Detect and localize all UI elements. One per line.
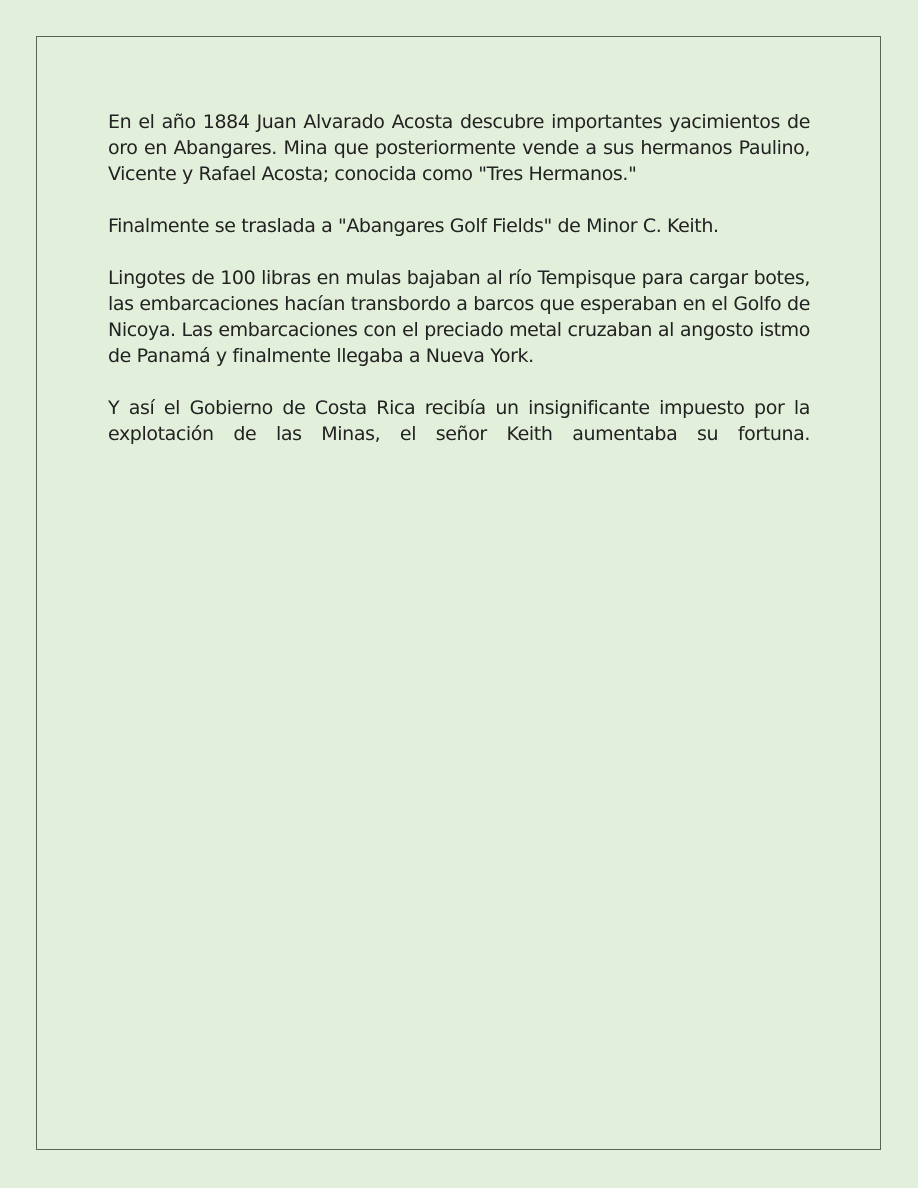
paragraph-taxes: Y así el Gobierno de Costa Rica recibía un insignificante impuesto por la explotación de las Minas, el señor Keith aumentaba su fortuna.	[108, 397, 810, 445]
paragraph-discovery: En el año 1884 Juan Alvarado Acosta descubre importantes yacimientos de oro en Abangares. Mina que posteriormente vende a sus hermanos Paulino, Vicente y Rafael Acosta; conocida como "Tres Hermanos."	[108, 111, 810, 185]
document-body	[108, 109, 810, 473]
paragraph-transfer: Finalmente se traslada a "Abangares Golf Fields" de Minor C. Keith.	[108, 215, 719, 237]
paragraph-transport: Lingotes de 100 libras en mulas bajaban al río Tempisque para cargar botes, las embarcaciones hacían transbordo a barcos que esperaban en el Golfo de Nicoya. Las embarcaciones con el preciado metal cruzaban al angosto istmo de Panamá y finalmente llegaba a Nueva York.	[108, 267, 810, 367]
